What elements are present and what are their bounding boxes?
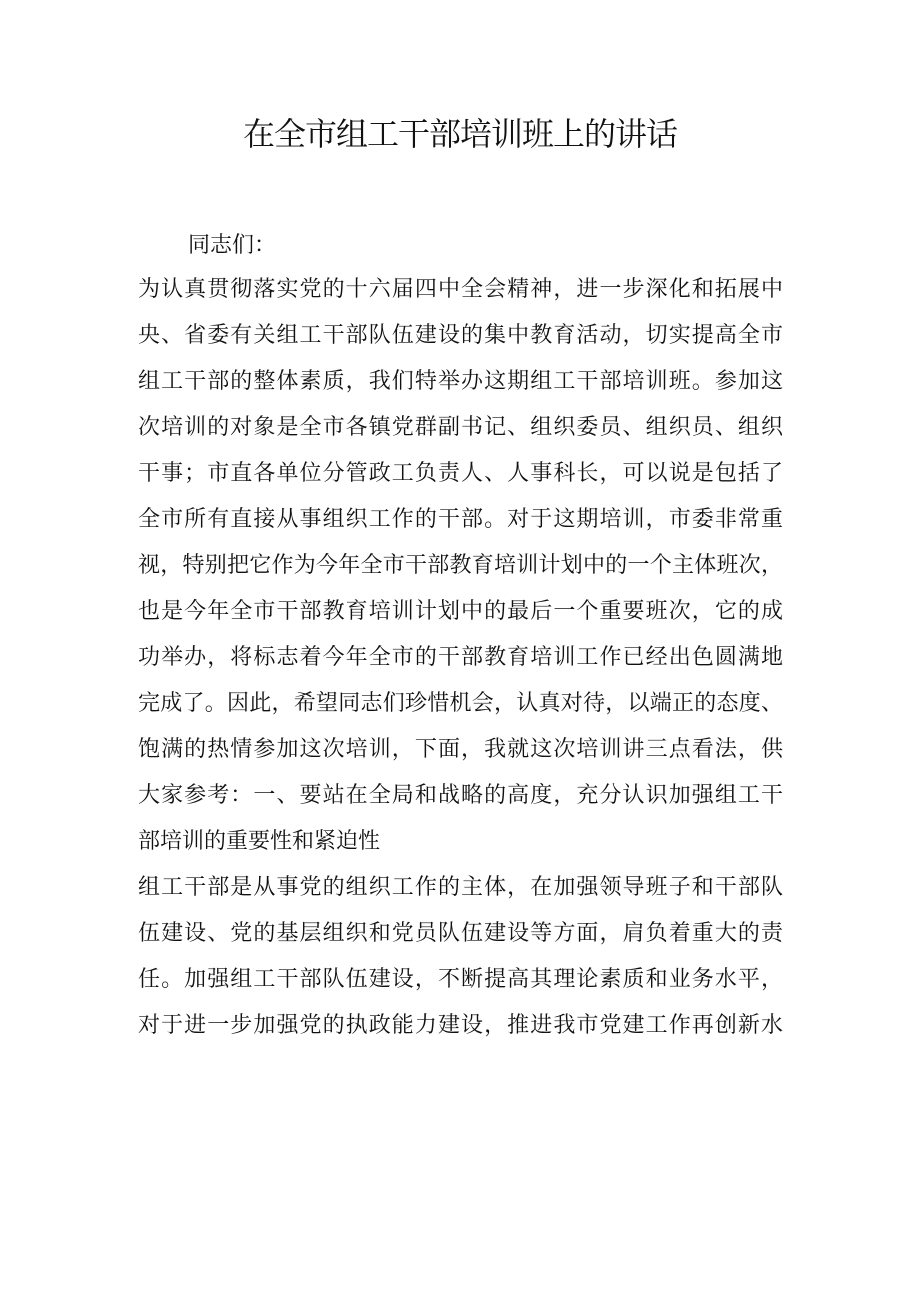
body-line: 视，特别把它作为今年全市干部教育培训计划中的一个主体班次， <box>138 553 783 578</box>
body-line: 也是今年全市干部教育培训计划中的最后一个重要班次，它的成 <box>138 599 783 624</box>
body-line: 伍建设、党的基层组织和党员队伍建设等方面，肩负着重大的责 <box>138 921 783 946</box>
body-line: 央、省委有关组工干部队伍建设的集中教育活动，切实提高全市 <box>138 323 783 348</box>
greeting: 同志们： <box>188 233 277 258</box>
body-line: 饱满的热情参加这次培训，下面，我就这次培训讲三点看法，供 <box>138 737 783 762</box>
body-line: 组工干部的整体素质，我们特举办这期组工干部培训班。参加这 <box>138 369 783 394</box>
body-line: 为认真贯彻落实党的十六届四中全会精神，进一步深化和拓展中 <box>138 277 783 302</box>
body-line: 干事；市直各单位分管政工负责人、人事科长，可以说是包括了 <box>138 461 783 486</box>
document-title: 在全市组工干部培训班上的讲话 <box>242 115 677 153</box>
body-line: 全市所有直接从事组织工作的干部。对于这期培训，市委非常重 <box>138 507 783 532</box>
body-line: 大家参考：一、要站在全局和战略的高度，充分认识加强组工干 <box>138 783 783 808</box>
body-line: 部培训的重要性和紧迫性 <box>138 829 381 854</box>
body-line: 组工干部是从事党的组织工作的主体，在加强领导班子和干部队 <box>138 875 783 900</box>
body-line: 对于进一步加强党的执政能力建设，推进我市党建工作再创新水 <box>138 1013 783 1038</box>
body-line: 完成了。因此，希望同志们珍惜机会，认真对待，以端正的态度、 <box>138 691 783 716</box>
body-line: 任。加强组工干部队伍建设，不断提高其理论素质和业务水平， <box>138 967 783 992</box>
body-line: 功举办，将标志着今年全市的干部教育培训工作已经出色圆满地 <box>138 645 783 670</box>
body-line: 次培训的对象是全市各镇党群副书记、组织委员、组织员、组织 <box>138 415 783 440</box>
